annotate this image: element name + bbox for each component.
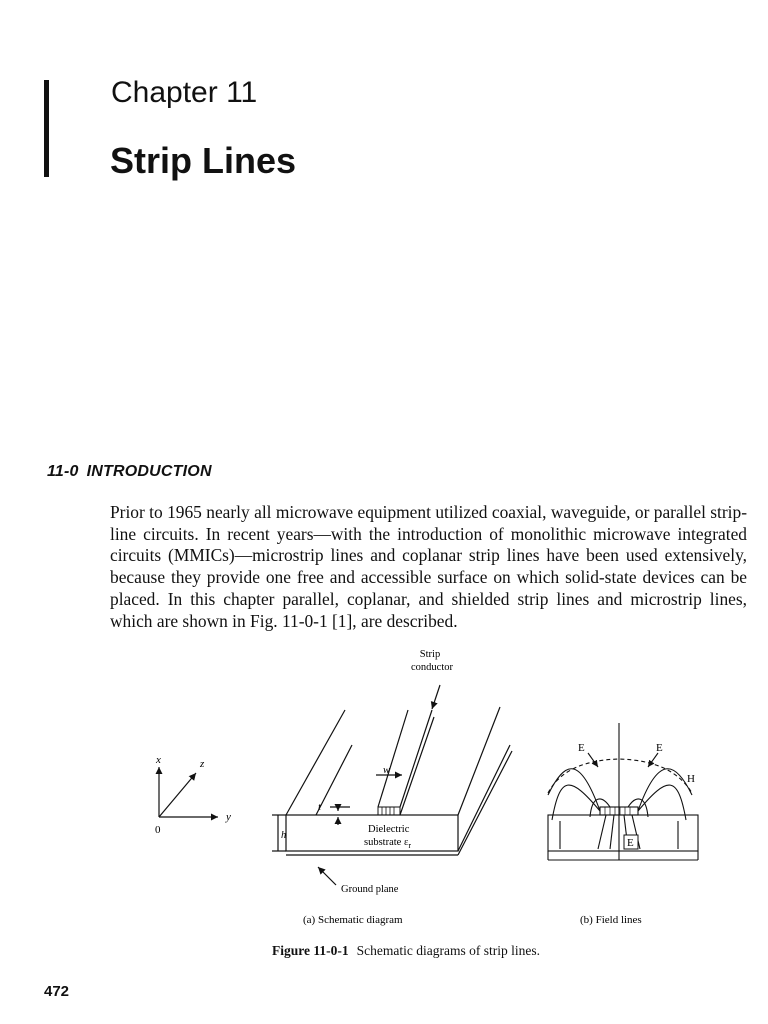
axis-x-label: x: [156, 754, 161, 766]
section-heading: [47, 463, 212, 481]
dielectric-label-line2: substrate $\varepsilon_r$: [364, 837, 412, 850]
height-label: h: [281, 830, 287, 841]
axis-z-label: z: [200, 758, 205, 770]
section-number: 11-0: [47, 463, 79, 480]
microstrip-schematic: [272, 685, 512, 885]
section-title: INTRODUCTION: [86, 463, 212, 480]
strip-label-line2: conductor: [411, 662, 453, 673]
field-e-left-label: E: [578, 742, 585, 754]
field-e-bottom-label: E: [627, 837, 634, 849]
field-h-label: H: [687, 773, 695, 785]
dielectric-label-line1: Dielectric: [368, 824, 410, 835]
subcaption-a: (a) Schematic diagram: [303, 914, 403, 926]
ground-plane-label: Ground plane: [341, 884, 399, 895]
coordinate-axes: [159, 767, 218, 817]
axis-y-label: y: [226, 811, 231, 823]
intro-paragraph: Prior to 1965 nearly all microwave equipment utilized coaxial, waveguide, or parallel strip-line circuits. In recent years—with the introduction of monolithic microwave integrated circuits (MMICs)—microstrip lines and coplanar strip lines have been used extensively, because they provide one free and accessible surface on which solid-state devices can be placed. In this chapter parallel, coplanar, and shielded strip lines and microstrip lines, which are shown in Fig. 11-0-1 [1], are described.: [110, 502, 747, 631]
figure-caption-label: Figure 11-0-1: [272, 943, 349, 958]
field-lines-diagram: [548, 723, 698, 860]
axis-origin-label: 0: [155, 824, 161, 836]
chapter-number: Chapter 11: [111, 76, 258, 109]
figure-caption-text: Schematic diagrams of strip lines.: [356, 943, 540, 958]
figure-drawing: [140, 645, 700, 945]
chapter-rule: [44, 80, 49, 177]
chapter-title: Strip Lines: [110, 140, 297, 181]
figure-strip-lines: [140, 645, 700, 945]
page-number: 472: [44, 983, 70, 1000]
subcaption-b: (b) Field lines: [580, 914, 642, 926]
strip-label-line1: Strip: [419, 649, 441, 660]
figure-caption: [272, 943, 540, 959]
thickness-label: t: [318, 802, 321, 813]
field-e-right-label: E: [656, 742, 663, 754]
width-label: w: [383, 765, 391, 776]
